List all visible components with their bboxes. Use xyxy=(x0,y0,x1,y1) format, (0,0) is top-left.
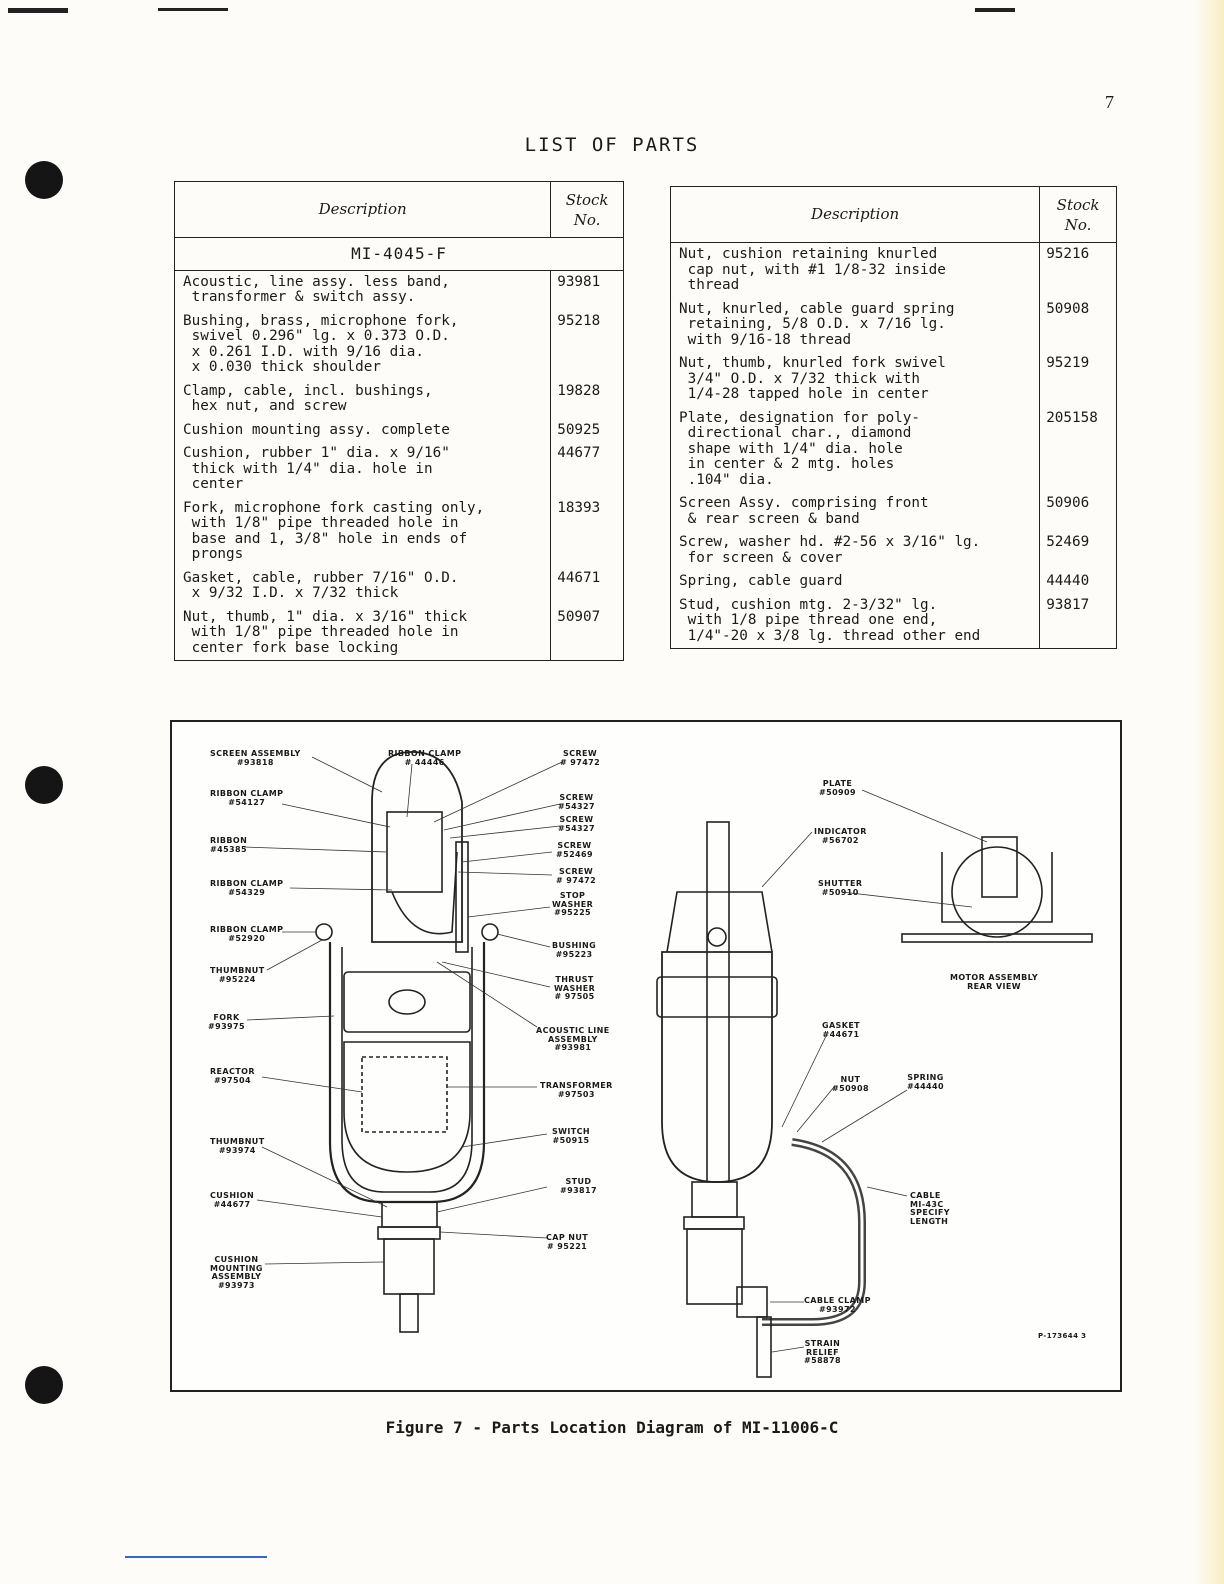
leader xyxy=(407,764,412,817)
stock-number: 18393 xyxy=(551,497,624,567)
figure-id: P-173644 3 xyxy=(1038,1332,1087,1340)
table-row xyxy=(671,298,1117,353)
stock-number: 95219 xyxy=(1040,352,1117,407)
label-shutter: SHUTTER #50910 xyxy=(818,879,863,897)
thumbnut-side xyxy=(316,924,332,940)
label-screw-54327-a: SCREW #54327 xyxy=(558,793,595,811)
leader xyxy=(262,1147,387,1207)
table-row xyxy=(671,594,1117,649)
fork-inner xyxy=(342,947,472,1192)
leader xyxy=(762,832,812,887)
stock-header: Stock No. xyxy=(1040,187,1117,243)
table-row xyxy=(671,352,1117,407)
leader xyxy=(262,1077,362,1092)
leader xyxy=(462,1134,547,1147)
leader xyxy=(440,1232,547,1238)
parts-location-diagram xyxy=(170,720,1122,1392)
table-row xyxy=(175,310,624,380)
stock-number: 95216 xyxy=(1040,243,1117,298)
leader xyxy=(267,940,322,970)
parts-table-right xyxy=(670,186,1117,649)
side-knurl xyxy=(684,1217,744,1229)
designation-plate xyxy=(389,990,425,1014)
side-connector xyxy=(692,1182,737,1217)
stock-header: Stock No. xyxy=(551,182,624,238)
label-ribbon-clamp-54127: RIBBON CLAMP #54127 xyxy=(210,789,284,807)
table-row xyxy=(671,243,1117,298)
label-gasket: GASKET #44671 xyxy=(822,1021,861,1039)
side-base xyxy=(687,1229,742,1304)
acoustic-box xyxy=(392,852,457,934)
table-row xyxy=(175,442,624,497)
side-body xyxy=(662,952,772,1182)
fork-outline xyxy=(330,942,484,1202)
label-ribbon-clamp-52920: RIBBON CLAMP #52920 xyxy=(210,925,284,943)
part-description: Acoustic, line assy. less band, transformer & switch assy. xyxy=(175,270,551,310)
page-title: LIST OF PARTS xyxy=(524,134,700,156)
bottom-rule xyxy=(125,1556,267,1558)
label-cable: CABLE MI-43C SPECIFY LENGTH xyxy=(910,1191,950,1226)
label-cap-nut: CAP NUT # 95221 xyxy=(546,1233,589,1251)
label-reactor: REACTOR #97504 xyxy=(210,1067,255,1085)
leader xyxy=(434,762,562,822)
label-stop-washer: STOP WASHER #95225 xyxy=(552,891,594,917)
motor-bracket xyxy=(942,852,1052,922)
table-row xyxy=(175,497,624,567)
leader xyxy=(867,1187,907,1196)
cushion-mounting xyxy=(384,1239,434,1294)
table-row xyxy=(175,419,624,443)
motor-rail xyxy=(902,934,1092,942)
label-spring: SPRING #44440 xyxy=(907,1073,944,1091)
part-description: Stud, cushion mtg. 2-3/32" lg. with 1/8 pipe thread one end, 1/4"-20 x 3/8 lg. thread other end xyxy=(671,594,1040,649)
label-screen-assembly: SCREEN ASSEMBLY #93818 xyxy=(210,749,301,767)
label-ribbon-clamp-top: RIBBON CLAMP # 44446 xyxy=(388,749,462,767)
leader xyxy=(442,962,550,987)
side-swivel xyxy=(708,928,726,946)
bushing-side xyxy=(482,924,498,940)
microphone-band xyxy=(344,972,470,1032)
leader xyxy=(244,847,387,852)
label-ribbon-clamp-54329: RIBBON CLAMP #54329 xyxy=(210,879,284,897)
stock-number: 205158 xyxy=(1040,407,1117,493)
leader xyxy=(247,1016,334,1020)
stock-number: 50908 xyxy=(1040,298,1117,353)
label-screw-54327-b: SCREW #54327 xyxy=(558,815,595,833)
label-screw-97472-top: SCREW # 97472 xyxy=(560,749,601,767)
label-acoustic-line: ACOUSTIC LINE ASSEMBLY #93981 xyxy=(536,1026,610,1052)
page-edge-shade xyxy=(1194,0,1224,1584)
label-screw-97472: SCREW # 97472 xyxy=(556,867,597,885)
label-bushing: BUSHING #95223 xyxy=(552,941,597,959)
motor-housing xyxy=(952,847,1042,937)
microphone-body xyxy=(344,1042,470,1172)
stock-number: 52469 xyxy=(1040,531,1117,570)
top-mark-mid xyxy=(158,8,228,11)
part-description: Cushion, rubber 1" dia. x 9/16" thick with 1/4" dia. hole in center xyxy=(175,442,551,497)
description-header: Description xyxy=(175,182,551,238)
side-fork-arm xyxy=(707,822,729,1182)
leader xyxy=(437,962,537,1027)
page-number: 7 xyxy=(1105,92,1114,112)
part-description: Nut, cushion retaining knurled cap nut, with #1 1/8-32 inside thread xyxy=(671,243,1040,298)
stock-number: 50907 xyxy=(551,606,624,661)
stock-number: 95218 xyxy=(551,310,624,380)
label-fork: FORK #93975 xyxy=(208,1013,245,1031)
label-ribbon: RIBBON #45385 xyxy=(210,836,248,854)
label-indicator: INDICATOR #56702 xyxy=(814,827,867,845)
part-description: Spring, cable guard xyxy=(671,570,1040,594)
leader xyxy=(265,1262,384,1264)
label-plate: PLATE #50909 xyxy=(819,779,856,797)
stock-number: 50906 xyxy=(1040,492,1117,531)
stock-number: 44671 xyxy=(551,567,624,606)
leader xyxy=(458,872,552,875)
stock-number: 44677 xyxy=(551,442,624,497)
label-nut: NUT #50908 xyxy=(832,1075,869,1093)
side-band xyxy=(657,977,777,1017)
label-motor-assembly: MOTOR ASSEMBLY REAR VIEW xyxy=(950,973,1039,991)
leader xyxy=(782,1034,827,1127)
description-header: Description xyxy=(671,187,1040,243)
binder-hole-middle xyxy=(25,766,63,804)
stock-number: 19828 xyxy=(551,380,624,419)
leader xyxy=(290,888,392,890)
leader xyxy=(450,826,560,838)
stock-number: 93817 xyxy=(1040,594,1117,649)
model-heading: MI-4045-F xyxy=(175,238,624,271)
stock-number: 50925 xyxy=(551,419,624,443)
leader xyxy=(282,804,390,827)
diagram-drawing xyxy=(172,722,1120,1390)
stock-number: 44440 xyxy=(1040,570,1117,594)
leader xyxy=(312,757,382,792)
label-screw-52469: SCREW #52469 xyxy=(556,841,593,859)
part-description: Screen Assy. comprising front & rear screen & band xyxy=(671,492,1040,531)
table-row xyxy=(175,567,624,606)
leader xyxy=(462,852,552,862)
part-description: Clamp, cable, incl. bushings, hex nut, and screw xyxy=(175,380,551,419)
leader xyxy=(257,1200,382,1217)
leader xyxy=(772,1347,804,1352)
motor-coil xyxy=(982,837,1017,897)
label-thumbnut-93974: THUMBNUT #93974 xyxy=(210,1137,265,1155)
transformer-box xyxy=(362,1057,447,1132)
parts-table-left xyxy=(174,181,624,661)
top-mark-left xyxy=(8,8,68,13)
part-description: Nut, thumb, 1" dia. x 3/16" thick with 1/8" pipe threaded hole in center fork base locking xyxy=(175,606,551,661)
part-description: Bushing, brass, microphone fork, swivel 0.296" lg. x 0.373 O.D. x 0.261 I.D. with 9/16 dia. x 0.030 thick shoulder xyxy=(175,310,551,380)
label-thumbnut-95224: THUMBNUT #95224 xyxy=(210,966,265,984)
table-row xyxy=(671,407,1117,493)
figure-caption: Figure 7 - Parts Location Diagram of MI-11006-C xyxy=(385,1418,839,1437)
label-cable-clamp: CABLE CLAMP #93972 xyxy=(804,1296,871,1314)
leader xyxy=(797,1087,834,1132)
leader xyxy=(468,907,550,917)
table-row xyxy=(671,492,1117,531)
label-thrust-washer: THRUST WASHER # 97505 xyxy=(554,975,596,1001)
stock-number: 93981 xyxy=(551,270,624,310)
cable xyxy=(762,1142,862,1322)
top-mark-right xyxy=(975,8,1015,12)
cushion-block xyxy=(382,1202,437,1227)
part-description: Cushion mounting assy. complete xyxy=(175,419,551,443)
label-transformer: TRANSFORMER #97503 xyxy=(540,1081,613,1099)
leader xyxy=(497,934,550,947)
label-stud: STUD #93817 xyxy=(560,1177,597,1195)
screen-assembly-outline xyxy=(372,749,462,942)
label-strain-relief: STRAIN RELIEF #58878 xyxy=(804,1339,841,1365)
binder-hole-bottom xyxy=(25,1366,63,1404)
part-description: Plate, designation for poly- directional char., diamond shape with 1/4" dia. hole in center & 2 mtg. holes .104" dia. xyxy=(671,407,1040,493)
part-description: Screw, washer hd. #2-56 x 3/16" lg. for screen & cover xyxy=(671,531,1040,570)
table-row xyxy=(175,380,624,419)
label-switch: SWITCH #50915 xyxy=(552,1127,590,1145)
ribbon-element xyxy=(387,812,442,892)
cap-nut xyxy=(378,1227,440,1239)
part-description: Fork, microphone fork casting only, with 1/8" pipe threaded hole in base and 1, 3/8" hole in ends of prongs xyxy=(175,497,551,567)
label-cushion: CUSHION #44677 xyxy=(210,1191,255,1209)
table-row xyxy=(175,270,624,310)
binder-hole-top xyxy=(25,161,63,199)
stud-base xyxy=(400,1294,418,1332)
part-description: Gasket, cable, rubber 7/16" O.D. x 9/32 I.D. x 7/32 thick xyxy=(175,567,551,606)
table-row xyxy=(671,531,1117,570)
leader xyxy=(862,790,987,842)
part-description: Nut, thumb, knurled fork swivel 3/4" O.D. x 7/32 thick with 1/4-28 tapped hole in center xyxy=(671,352,1040,407)
part-description: Nut, knurled, cable guard spring retaining, 5/8 O.D. x 7/16 lg. with 9/16-18 thread xyxy=(671,298,1040,353)
label-cushion-mounting: CUSHION MOUNTING ASSEMBLY #93973 xyxy=(210,1255,263,1290)
table-row xyxy=(671,570,1117,594)
side-top xyxy=(667,892,772,952)
leader xyxy=(822,1090,907,1142)
table-row xyxy=(175,606,624,661)
